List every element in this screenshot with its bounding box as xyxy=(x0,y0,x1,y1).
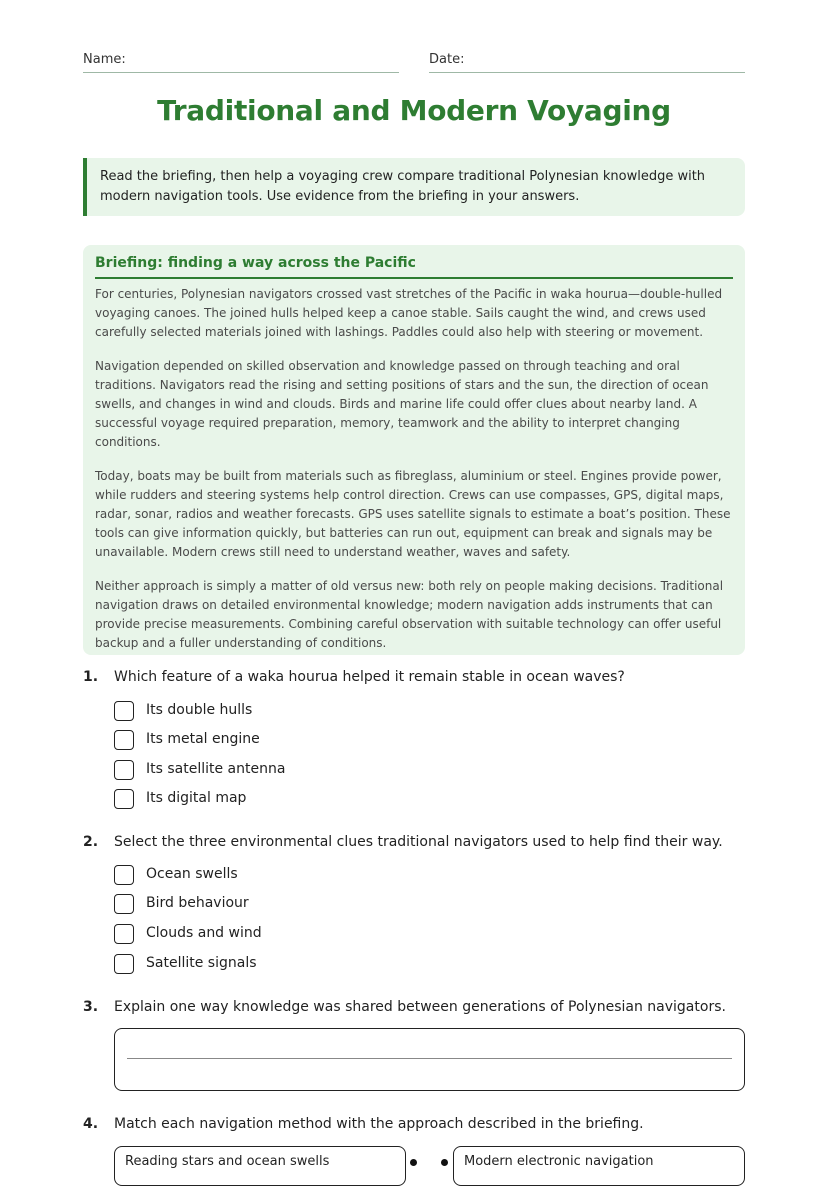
option-label: Satellite signals xyxy=(146,955,257,971)
question-number: 2. xyxy=(83,834,99,850)
briefing-paragraph: Navigation depended on skilled observation and knowledge passed on through teaching and oral traditions. Navigators read the rising and setting positions of stars and the sun, the direction of ocean swells, and changes in wind and clouds. Birds and marine life could offer clues about nearby land. A successful voyage required preparation, memory, teamwork and the ability to interpret changing conditions. xyxy=(95,359,709,449)
checkbox[interactable] xyxy=(114,954,134,974)
checkbox[interactable] xyxy=(114,894,134,914)
option-label: Ocean swells xyxy=(146,866,238,882)
match-item-label: Reading stars and ocean swells xyxy=(125,1154,330,1169)
date-label: Date: xyxy=(429,52,465,67)
option-label: Its satellite antenna xyxy=(146,761,286,777)
name-label: Name: xyxy=(83,52,126,67)
question-text: Explain one way knowledge was shared between generations of Polynesian navigators. xyxy=(114,999,726,1015)
match-item-left[interactable] xyxy=(114,1146,406,1186)
checkbox[interactable] xyxy=(114,789,134,809)
match-connector-dot[interactable] xyxy=(410,1159,417,1166)
option-label: Bird behaviour xyxy=(146,895,249,911)
match-item-right[interactable] xyxy=(453,1146,745,1186)
briefing-panel xyxy=(83,245,745,655)
date-field[interactable] xyxy=(429,52,745,73)
name-field[interactable] xyxy=(83,52,399,73)
question-text: Match each navigation method with the approach described in the briefing. xyxy=(114,1116,644,1132)
checkbox[interactable] xyxy=(114,701,134,721)
answer-box[interactable] xyxy=(114,1028,745,1091)
option-label: Its metal engine xyxy=(146,731,260,747)
checkbox[interactable] xyxy=(114,760,134,780)
option-label: Its digital map xyxy=(146,790,247,806)
match-item-label: Modern electronic navigation xyxy=(464,1154,654,1169)
answer-line xyxy=(127,1058,732,1059)
header-fields xyxy=(83,52,745,74)
page-title: Traditional and Modern Voyaging xyxy=(157,94,671,127)
match-connector-dot[interactable] xyxy=(441,1159,448,1166)
option-label: Its double hulls xyxy=(146,702,253,718)
option-label: Clouds and wind xyxy=(146,925,262,941)
checkbox[interactable] xyxy=(114,924,134,944)
question-number: 3. xyxy=(83,999,99,1015)
intro-callout: Read the briefing, then help a voyaging crew compare traditional Polynesian knowledge with modern navigation tools. Use evidence from the briefing in your answers. xyxy=(83,158,745,216)
checkbox[interactable] xyxy=(114,865,134,885)
question-number: 4. xyxy=(83,1116,99,1132)
checkbox[interactable] xyxy=(114,730,134,750)
question-number: 1. xyxy=(83,669,99,685)
briefing-title: Briefing: finding a way across the Pacific xyxy=(95,255,733,279)
briefing-paragraph: Neither approach is simply a matter of old versus new: both rely on people making decisions. Traditional navigation draws on detailed environmental knowledge; modern navigation adds instruments that can provide precise measurements. Combining careful observation with suitable technology can offer useful backup and a fuller understanding of conditions. xyxy=(95,579,724,650)
question-text: Which feature of a waka hourua helped it remain stable in ocean waves? xyxy=(114,669,625,685)
briefing-paragraph: For centuries, Polynesian navigators crossed vast stretches of the Pacific in waka hourua—double-hulled voyaging canoes. The joined hulls helped keep a canoe stable. Sails caught the wind, and crews used carefully selected materials joined with lashings. Paddles could also help with steering or movement. xyxy=(95,287,723,339)
briefing-paragraph: Today, boats may be built from materials such as fibreglass, aluminium or steel. Engines provide power, while rudders and steering systems help control direction. Crews can use compasses, GPS, digital maps, radar, sonar, radios and weather forecasts. GPS uses satellite signals to estimate a boat’s position. These tools can give information quickly, but batteries can run out, equipment can break and signals may be unavailable. Modern crews still need to understand weather, waves and safety. xyxy=(95,469,731,559)
question-text: Select the three environmental clues traditional navigators used to help find their way. xyxy=(114,834,723,850)
